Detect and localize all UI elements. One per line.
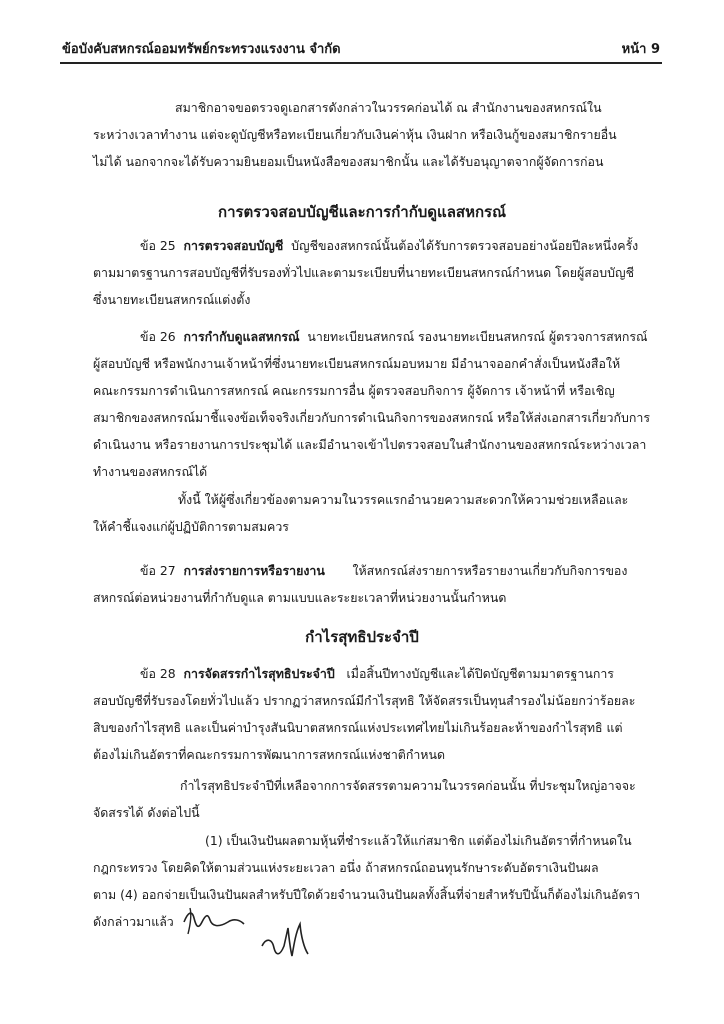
article-text: บัญชีของสหกรณ์นั้นต้องได้รับการตรวจสอบอย่างน้อยปีละหนึ่งครั้ง (291, 238, 639, 253)
paragraph-line: สอบบัญชีที่รับรองโดยทั่วไปแล้ว ปรากฏว่าสหกรณ์มีกำไรสุทธิ ให้จัดสรรเป็นทุนสำรองไม่น้อยกว่าร้อยละ (93, 693, 636, 708)
article-number: ข้อ 27 (140, 563, 176, 578)
handwritten-initials (178, 900, 248, 940)
paragraph-line: ทั้งนี้ ให้ผู้ซึ่งเกี่ยวข้องตามความในวรรคแรกอำนวยความสะดวกให้ความช่วยเหลือและ (178, 492, 629, 507)
article-number: ข้อ 25 (140, 238, 176, 253)
paragraph-line: ผู้สอบบัญชี หรือพนักงานเจ้าหน้าที่ซึ่งนายทะเบียนสหกรณ์มอบหมาย มีอำนาจออกคำสั่งเป็นหนังสือให้ (93, 356, 621, 371)
article-heading: การส่งรายการหรือรายงาน (183, 563, 325, 578)
article-26-first-line (140, 329, 710, 345)
paragraph-line: ระหว่างเวลาทำงาน แต่จะดูบัญชีหรือทะเบียนเกี่ยวกับเงินค่าหุ้น เงินฝาก หรือเงินกู้ของสมาชิกรายอื่น (93, 127, 617, 142)
paragraph-line: กฎกระทรวง โดยคิดให้ตามส่วนแห่งระยะเวลา อนึ่ง ถ้าสหกรณ์ถอนทุนรักษาระดับอัตราเงินปันผล (93, 860, 599, 875)
paragraph-line: สมาชิกอาจขอตรวจดูเอกสารดังกล่าวในวรรคก่อนได้ ณ สำนักงานของสหกรณ์ใน (175, 100, 602, 115)
article-number: ข้อ 28 (140, 666, 176, 681)
document-title: ข้อบังคับสหกรณ์ออมทรัพย์กระทรวงแรงงาน จำกัด (62, 42, 341, 57)
paragraph-line: สมาชิกของสหกรณ์มาชี้แจงข้อเท็จจริงเกี่ยวกับการดำเนินกิจการของสหกรณ์ หรือให้ส่งเอกสารเกี่ยวกับการ (93, 410, 650, 425)
paragraph-line: ดำเนินงาน หรือรายงานการประชุมได้ และมีอำนาจเข้าไปตรวจสอบในสำนักงานของสหกรณ์ระหว่างเวลา (93, 437, 647, 452)
page-header (60, 38, 662, 64)
paragraph-line: (1) เป็นเงินปันผลตามหุ้นที่ชำระแล้วให้แก่สมาชิก แต่ต้องไม่เกินอัตราที่กำหนดใน (205, 833, 632, 848)
paragraph-line: กำไรสุทธิประจำปีที่เหลือจากการจัดสรรตามความในวรรคก่อนนั้น ที่ประชุมใหญ่อาจจะ (180, 778, 636, 793)
page-number: หน้า 9 (621, 42, 660, 57)
paragraph-line: ตามมาตรฐานการสอบบัญชีที่รับรองทั่วไปและตามระเบียบที่นายทะเบียนสหกรณ์กำหนด โดยผู้สอบบัญชี (93, 265, 634, 280)
article-heading: การจัดสรรกำไรสุทธิประจำปี (183, 666, 335, 681)
paragraph-line: สิบของกำไรสุทธิ และเป็นค่าบำรุงสันนิบาตสหกรณ์แห่งประเทศไทยไม่เกินร้อยละห้าของกำไรสุทธิ แต่ (93, 720, 623, 735)
paragraph-line: ต้องไม่เกินอัตราที่คณะกรรมการพัฒนาการสหกรณ์แห่งชาติกำหนด (93, 747, 445, 762)
article-28-first-line (140, 666, 710, 682)
section-heading: กำไรสุทธิประจำปี (305, 628, 419, 646)
article-heading: การกำกับดูแลสหกรณ์ (183, 329, 300, 344)
section-heading: การตรวจสอบบัญชีและการกำกับดูแลสหกรณ์ (217, 203, 507, 221)
article-25-first-line (140, 238, 710, 254)
paragraph-line: ดังกล่าวมาแล้ว (93, 914, 174, 929)
paragraph-line: สหกรณ์ต่อหน่วยงานที่กำกับดูแล ตามแบบและระยะเวลาที่หน่วยงานนั้นกำหนด (93, 590, 507, 605)
paragraph-line: ไม่ได้ นอกจากจะได้รับความยินยอมเป็นหนังสือของสมาชิกนั้น และได้รับอนุญาตจากผู้จัดการก่อน (93, 154, 604, 169)
article-27-first-line (140, 563, 710, 579)
article-text: ให้สหกรณ์ส่งรายการหรือรายงานเกี่ยวกับกิจการของ (352, 563, 628, 578)
article-number: ข้อ 26 (140, 329, 176, 344)
paragraph-line: ทำงานของสหกรณ์ได้ (93, 464, 208, 479)
paragraph-line: ตาม (4) ออกจ่ายเป็นเงินปันผลสำหรับปีใดด้วยจำนวนเงินปันผลทั้งสิ้นที่จ่ายสำหรับปีนั้นก็ต้องไม่เกินอัตรา (93, 887, 641, 902)
paragraph-line: คณะกรรมการดำเนินการสหกรณ์ คณะกรรมการอื่น ผู้ตรวจสอบกิจการ ผู้จัดการ เจ้าหน้าที่ หรือเชิญ (93, 383, 615, 398)
article-text: เมื่อสิ้นปีทางบัญชีและได้ปิดบัญชีตามมาตรฐานการ (346, 666, 614, 681)
handwritten-signature (258, 918, 318, 963)
article-heading: การตรวจสอบบัญชี (183, 238, 284, 253)
article-text: นายทะเบียนสหกรณ์ รองนายทะเบียนสหกรณ์ ผู้ตรวจการสหกรณ์ (307, 329, 648, 344)
paragraph-line: ซึ่งนายทะเบียนสหกรณ์แต่งตั้ง (93, 292, 251, 307)
paragraph-line: ให้คำชี้แจงแก่ผู้ปฏิบัติการตามสมควร (93, 519, 289, 534)
paragraph-line: จัดสรรได้ ดังต่อไปนี้ (93, 805, 200, 820)
